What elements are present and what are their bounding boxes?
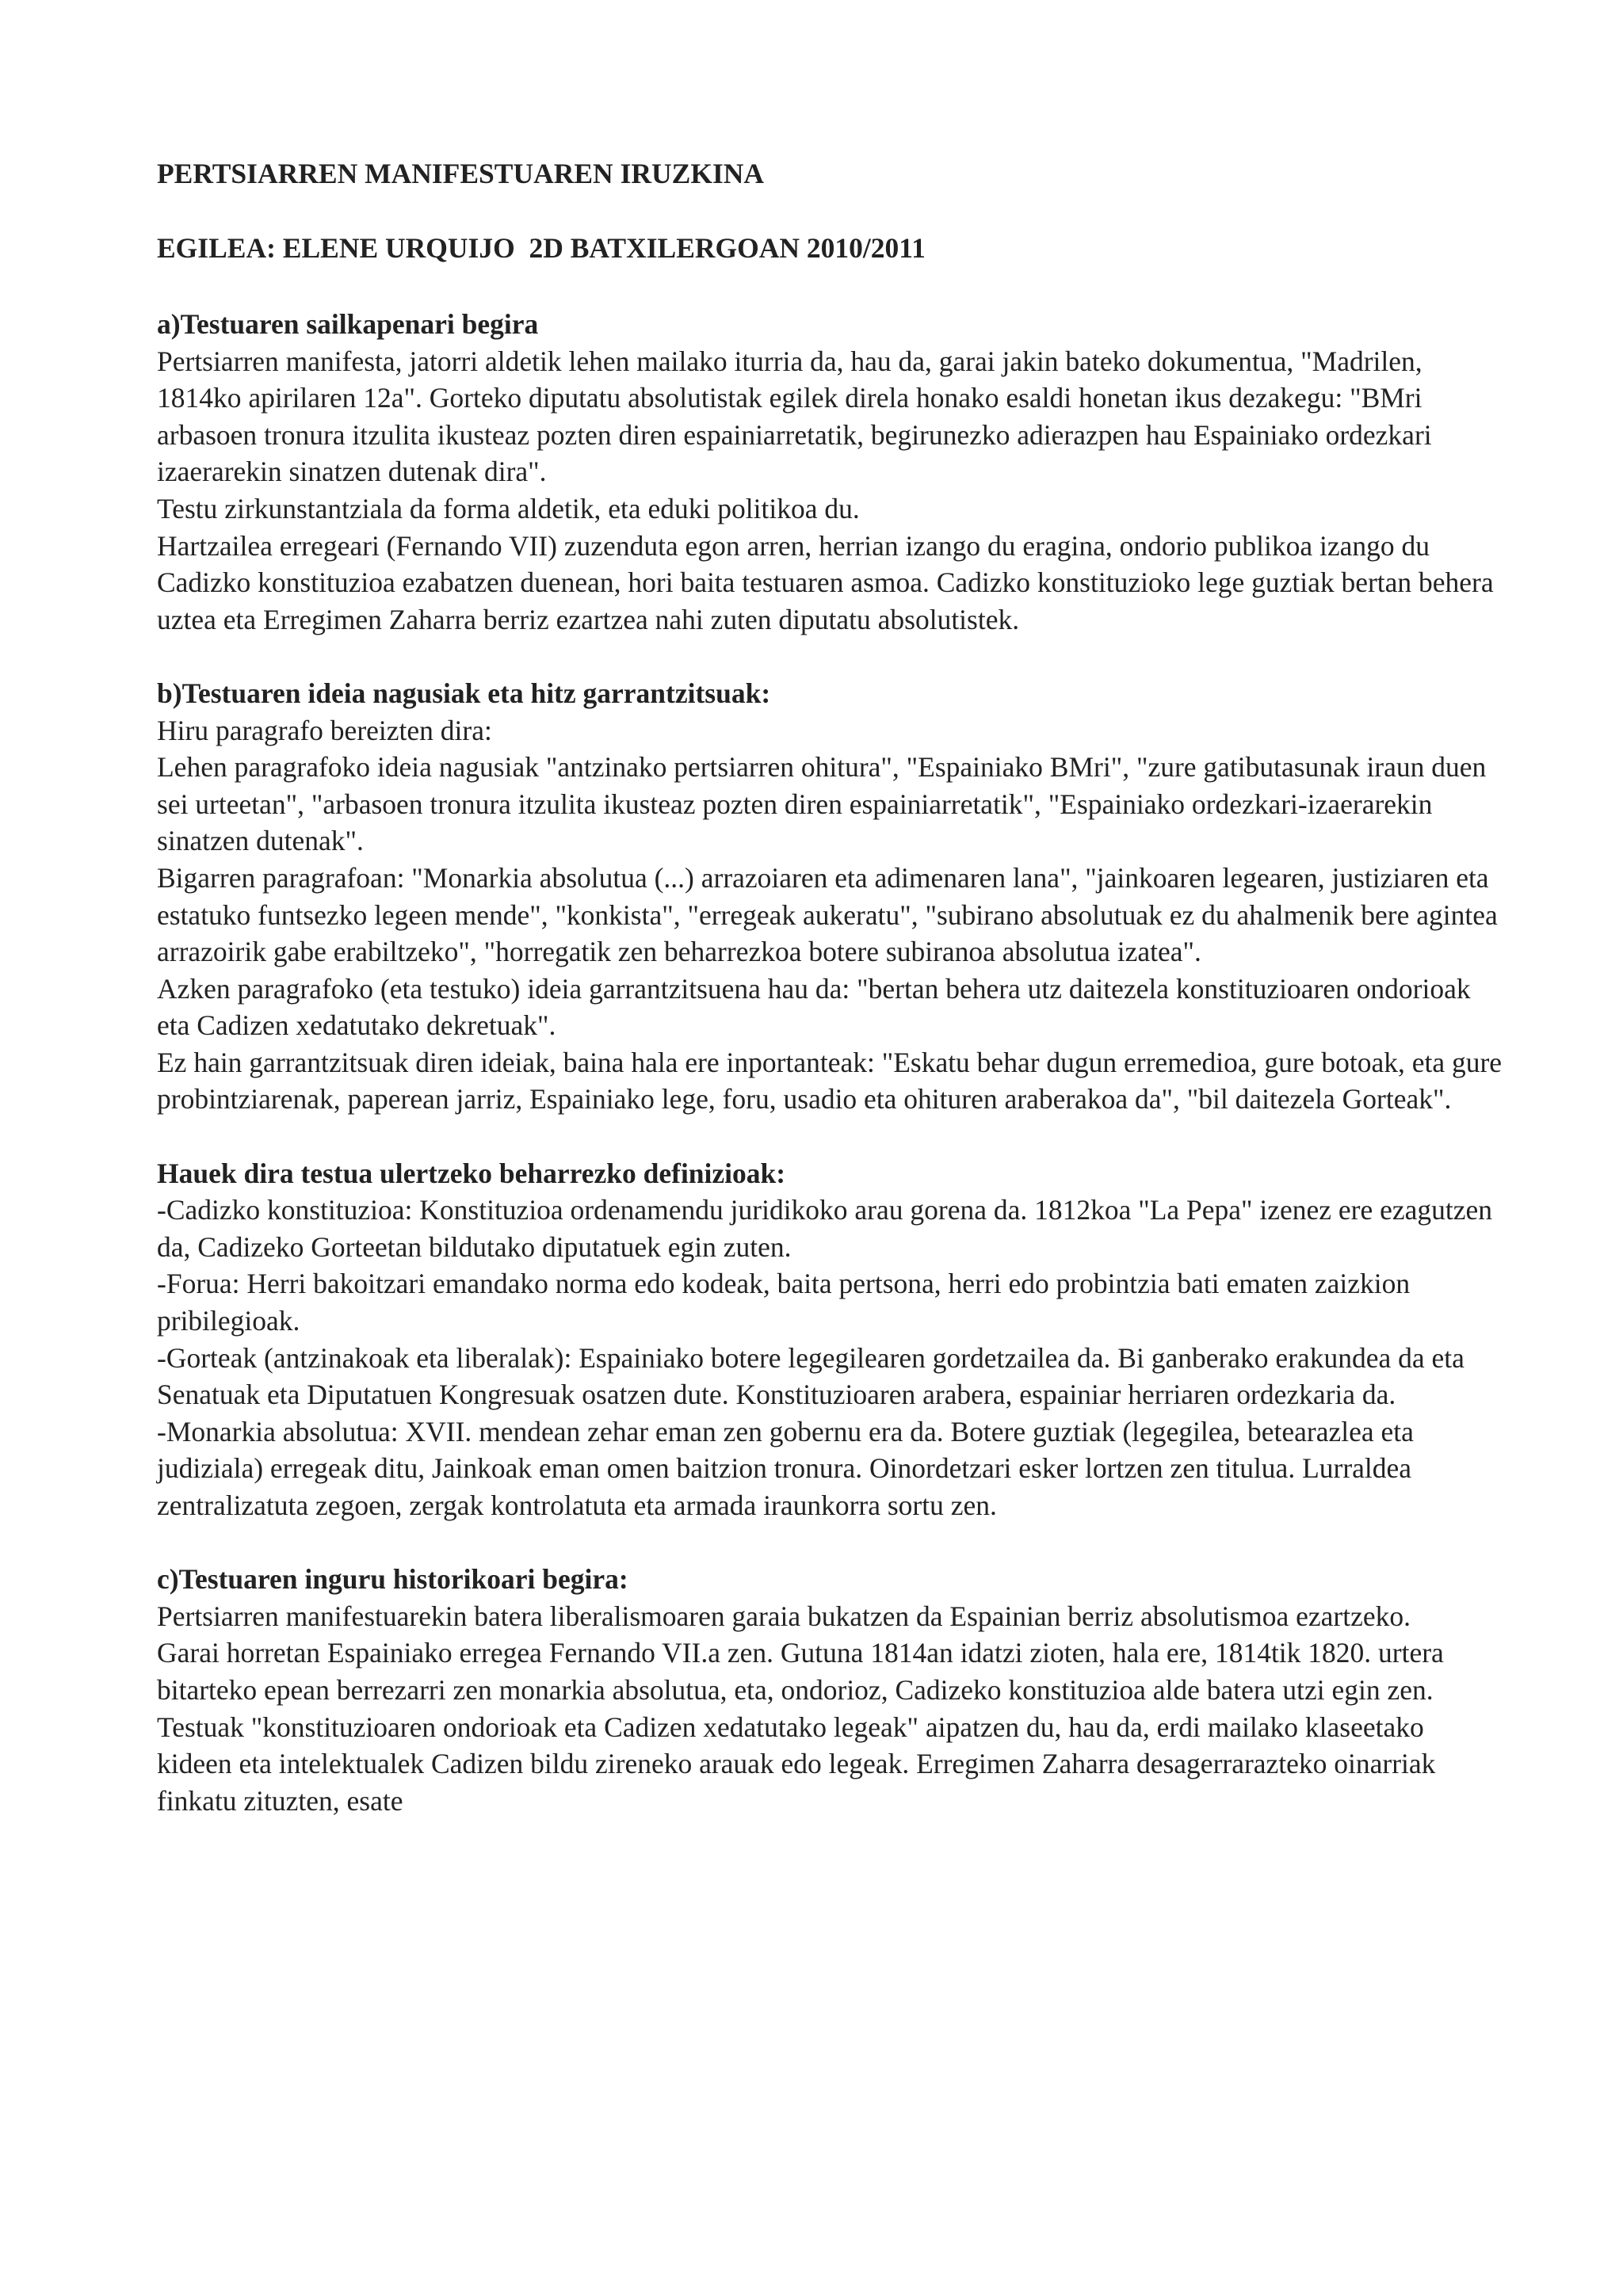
section-spacer: [157, 1524, 1504, 1562]
section-spacer: [157, 1118, 1504, 1155]
paragraph: Pertsiarren manifestuarekin batera liberalismoaren garaia bukatzen da Espainian berriz absolutismoa ezartzeko.: [157, 1600, 1411, 1632]
section-main-ideas: [157, 675, 1504, 1118]
paragraph: Hartzailea erregeari (Fernando VII) zuzenduta egon arren, herrian izango du eragina, ondorio publikoa izango du Cadizko konstituzioa ezabatzen duenean, hori baita testuaren asmoa. Cadizko konstituzioko lege guztiak bertan behera uztea eta Erregimen Zaharra berriz ezartzea nahi zuten diputatu absolutistek.: [157, 529, 1494, 635]
section-classification: [157, 306, 1504, 638]
paragraph: Ez hain garrantzitsuak diren ideiak, baina hala ere inportanteak: "Eskatu behar dugun erremedioa, gure botoak, eta gure probintziarenak, paperean jarriz, Espainiako lege, foru, usadio eta ohituren araberakoa da", "bil daitezela Gorteak".: [157, 1046, 1503, 1116]
paragraph: Azken paragrafoko (eta testuko) ideia garrantzitsuena hau da: "bertan behera utz daitezela konstituzioaren ondorioak eta Cadizen xedatutako dekretuak".: [157, 972, 1471, 1042]
paragraph: Garai horretan Espainiako erregea Fernando VII.a zen. Gutuna 1814an idatzi zioten, hala ere, 1814tik 1820. urtera bitarteko epean berrezarri zen monarkia absolutua, eta, ondorioz, Cadizeko konstituzioa alde batera utzi egin zen. Testuak "konstituzioaren ondorioak eta Cadizen xedatutako legeak" aipatzen du, hau da, erdi mailako klaseetako kideen eta intelektualek Cadizen bildu zireneko arauak edo legeak. Erregimen Zaharra desagerrarazteko oinarriak finkatu zituzten, esate: [157, 1637, 1444, 1817]
definition-item: -Monarkia absolutua: XVII. mendean zehar eman zen gobernu era da. Botere guztiak (legegilea, betearazlea eta judiziala) erregeak ditu, Jainkoak eman omen baitzion tronura. Oinordetzari esker lortzen zen titulua. Lurraldea zentralizatuta zegoen, zergak kontrolatuta eta armada iraunkorra sortu zen.: [157, 1415, 1414, 1521]
section-historical-context: [157, 1561, 1504, 1819]
paragraph: Hiru paragrafo bereizten dira:: [157, 714, 492, 746]
section-heading: c)Testuaren inguru historikoari begira:: [157, 1563, 628, 1596]
section-heading: b)Testuaren ideia nagusiak eta hitz garrantzitsuak:: [157, 677, 771, 709]
section-heading: Hauek dira testua ulertzeko beharrezko definizioak:: [157, 1157, 786, 1189]
definition-item: -Forua: Herri bakoitzari emandako norma edo kodeak, baita pertsona, herri edo probintzia bati ematen zaizkion pribilegioak.: [157, 1268, 1411, 1337]
paragraph: Bigarren paragrafoan: "Monarkia absolutua (...) arrazoiaren eta adimenaren lana", "jainkoaren legearen, justiziaren eta estatuko funtsezko legeen mende", "konkista", "erregeak aukeratu", "subirano absolutuak ez du ahalmenik bere agintea arrazoirik gabe erabiltzeko", "horregatik zen beharrezkoa botere subiranoa absolutua izatea".: [157, 861, 1498, 968]
author-line: EGILEA: ELENE URQUIJO 2D BATXILERGOAN 2010/2011: [157, 232, 926, 264]
definition-item: -Cadizko konstituzioa: Konstituzioa ordenamendu juridikoko arau gorena da. 1812koa "La Pepa" izenez ere ezagutzen da, Cadizeko Gorteetan bildutako diputatuek egin zuten.: [157, 1194, 1493, 1263]
document-title: PERTSIARREN MANIFESTUAREN IRUZKINA: [157, 158, 765, 189]
section-spacer: [157, 638, 1504, 675]
paragraph: Pertsiarren manifesta, jatorri aldetik lehen mailako iturria da, hau da, garai jakin bateko dokumentua, "Madrilen, 1814ko apirilaren 12a". Gorteko diputatu absolutistak egilek direla honako esaldi honetan ikus dezakegu: "BMri arbasoen tronura itzulita ikusteaz pozten diren espainiarretatik, begirunezko adierazpen hau Espainiako ordezkari izaerarekin sinatzen dutenak dira".: [157, 345, 1432, 488]
paragraph: Lehen paragrafoko ideia nagusiak "antzinako pertsiarren ohitura", "Espainiako BMri", "zure gatibutasunak iraun duen sei urteetan", "arbasoen tronura itzulita ikusteaz pozten diren espainiarretatik", "Espainiako ordezkari-izaerarekin sinatzen dutenak".: [157, 751, 1487, 857]
document-body: [157, 306, 1504, 1819]
definition-item: -Gorteak (antzinakoak eta liberalak): Espainiako botere legegilearen gordetzailea da. Bi ganberako erakundea da eta Senatuak eta Diputatuen Kongresuak osatzen dute. Konstituzioaren arabera, espainiar herriaren ordezkaria da.: [157, 1341, 1465, 1411]
section-heading: a)Testuaren sailkapenari begira: [157, 308, 539, 340]
paragraph: Testu zirkunstantziala da forma aldetik, eta eduki politikoa du.: [157, 492, 860, 524]
section-definitions: [157, 1155, 1504, 1524]
